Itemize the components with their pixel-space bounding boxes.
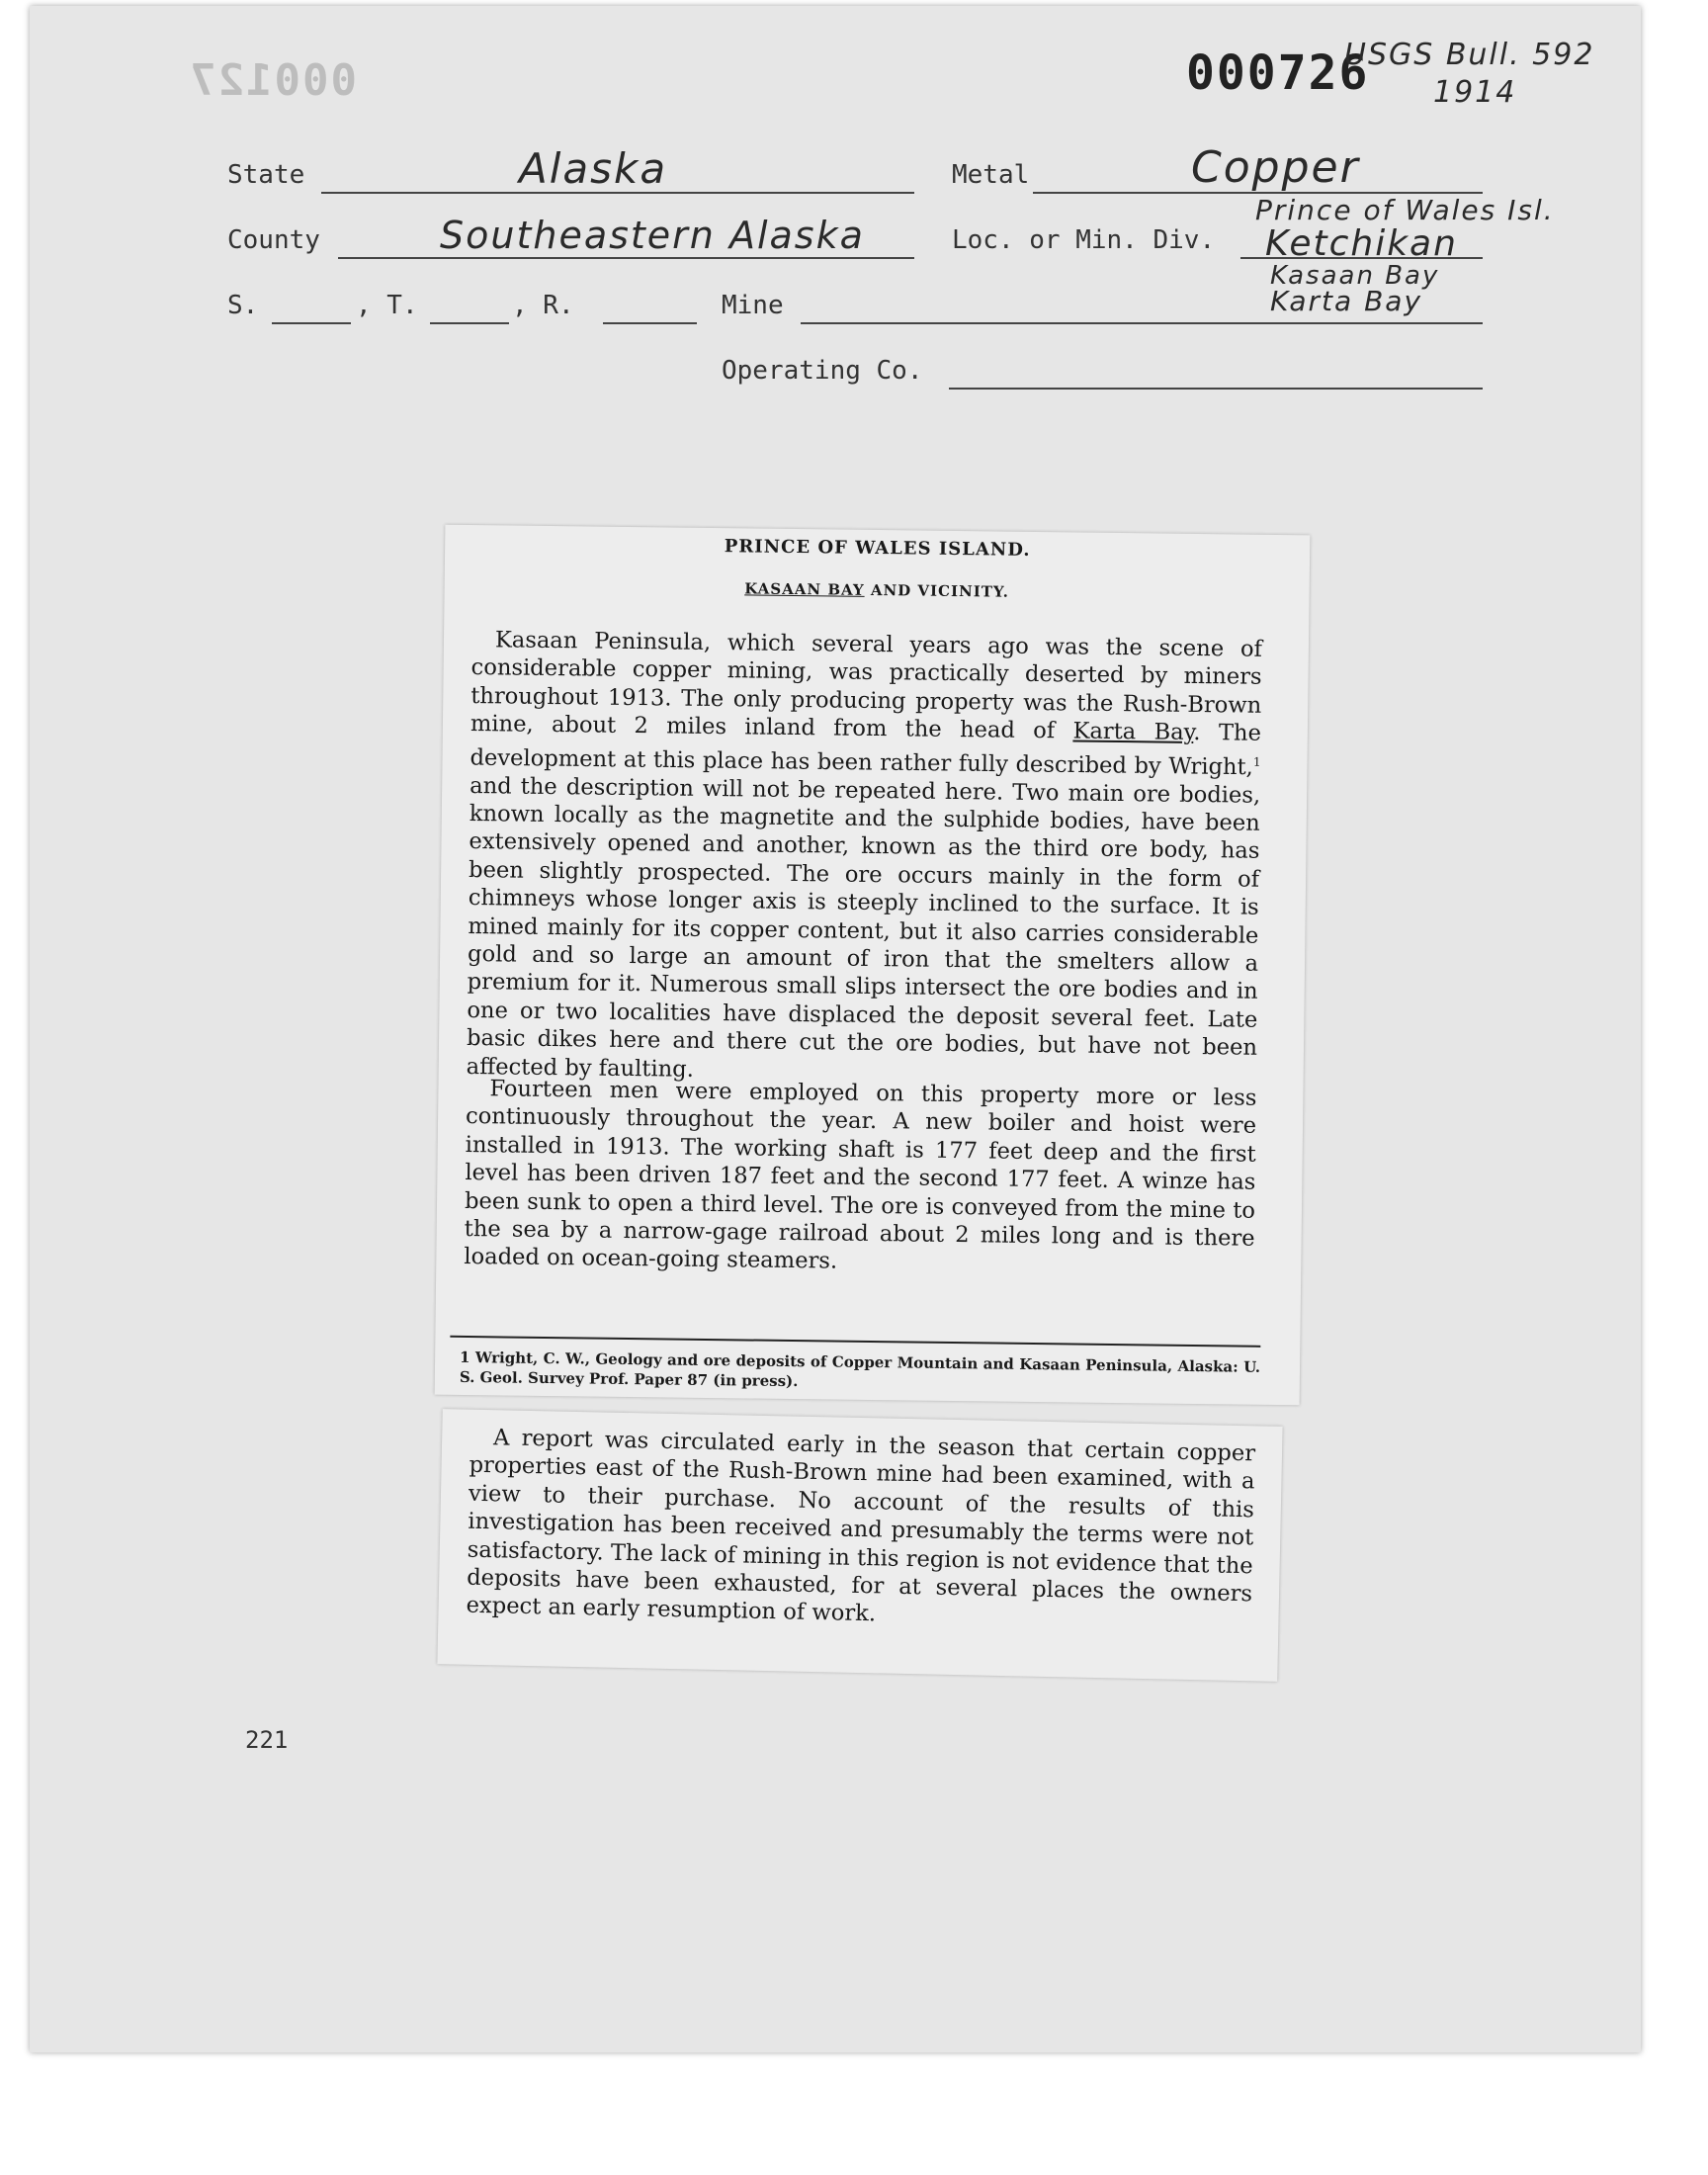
clipping-title: PRINCE OF WALES ISLAND.: [724, 536, 1031, 561]
range-field-line: [603, 322, 697, 324]
clipping-secondary: [437, 1409, 1282, 1682]
footnote: 1 Wright, C. W., Geology and ore deposits of Copper Mountain and Kasaan Peninsula, Alaska: U. S. Geol. Survey Prof. Paper 87 (in press).: [459, 1348, 1261, 1391]
page-number: 221: [245, 1726, 289, 1754]
para1-text-b: . The development at this place has been rather fully described by Wright,: [470, 720, 1262, 780]
mine-field-line: [801, 322, 1483, 324]
footnote-marker: 1: [1252, 754, 1261, 769]
loc-label: Loc. or Min. Div.: [952, 225, 1216, 255]
township-field-line: [430, 322, 509, 324]
subtitle-rest: AND VICINITY.: [864, 580, 1010, 601]
index-card: [30, 6, 1641, 2052]
loc-value: Ketchikan: [1265, 223, 1458, 264]
range-label: , R.: [512, 291, 574, 320]
clipping-subtitle: [445, 576, 1310, 605]
mine-value-line2: Karta Bay: [1270, 285, 1423, 317]
county-label: County: [227, 225, 320, 255]
karta-bay-reference: Karta Bay: [1072, 718, 1194, 746]
clipping-paragraph-1: [467, 626, 1263, 1090]
clipping-main: [435, 525, 1311, 1406]
township-label: , T.: [356, 291, 418, 320]
county-value: Southeastern Alaska: [440, 214, 865, 257]
mine-label: Mine: [722, 291, 784, 320]
subtitle-place: KASAAN BAY: [744, 579, 865, 599]
loc-value-above: Prince of Wales Isl.: [1255, 194, 1555, 226]
para1-text-a: Kasaan Peninsula, which several years ago was the scene of considerable copper mining, was practically deserted by miners throughout 1913. The only producing property was the Rush-Brown mine, about 2 miles inland from the head of: [470, 627, 1263, 744]
state-value: Alaska: [519, 144, 668, 193]
clipping-2-paragraph: A report was circulated early in the season that certain copper properties east of the Rush-Brown mine had been examined, with a view to their purchase. No account of the results of this investigation has been received and presumably the terms were not satisfactory. The lack of mining in this region is not evidence that the deposits have been exhausted, for at several places the owners expect an early resumption of work.: [466, 1425, 1256, 1627]
operating-co-field-line: [949, 388, 1483, 390]
metal-value: Copper: [1191, 142, 1360, 193]
section-field-line: [272, 322, 351, 324]
county-field-line: [338, 257, 914, 259]
stamp-number: 000726: [1186, 45, 1370, 101]
mine-value-line1: Kasaan Bay: [1270, 261, 1440, 291]
metal-label: Metal: [952, 160, 1030, 190]
mirrored-stamp-number: 000127: [188, 55, 357, 106]
operating-co-label: Operating Co.: [722, 356, 923, 386]
clipping-paragraph-2: Fourteen men were employed on this property more or less continuously throughout the year. A new boiler and hoist were installed in 1913. The working shaft is 177 feet deep and the first level has been driven 187 feet and the second 177 feet. A winze has been sunk to open a third level. The ore is conveyed from the mine to the sea by a narrow-gage railroad about 2 miles long and is there loaded on ocean-going steamers.: [464, 1076, 1257, 1275]
para1-text-c: and the description will not be repeated here. Two main ore bodies, known locally as the magnetite and the sulphide bodies, have been extensively opened and another, known as the third ore body, has been slightly prospected. The ore occurs mainly in the form of chimneys whose longer axis is steeply inclined to the surface. It is mined mainly for its copper content, but it also carries considerable gold and so large an amount of iron that the smelters allow a premium for it. Numerous small slips intersect the ore bodies and in one or two localities have displaced the deposit several feet. Late basic dikes here and there cut the ore bodies, but have not been affected by faulting.: [466, 772, 1261, 1083]
state-label: State: [227, 160, 305, 190]
source-year-annotation: 1914: [1433, 75, 1517, 110]
section-label: S.: [227, 291, 259, 320]
footnote-rule: [450, 1336, 1260, 1348]
source-annotation: USGS Bull. 592: [1344, 38, 1595, 72]
